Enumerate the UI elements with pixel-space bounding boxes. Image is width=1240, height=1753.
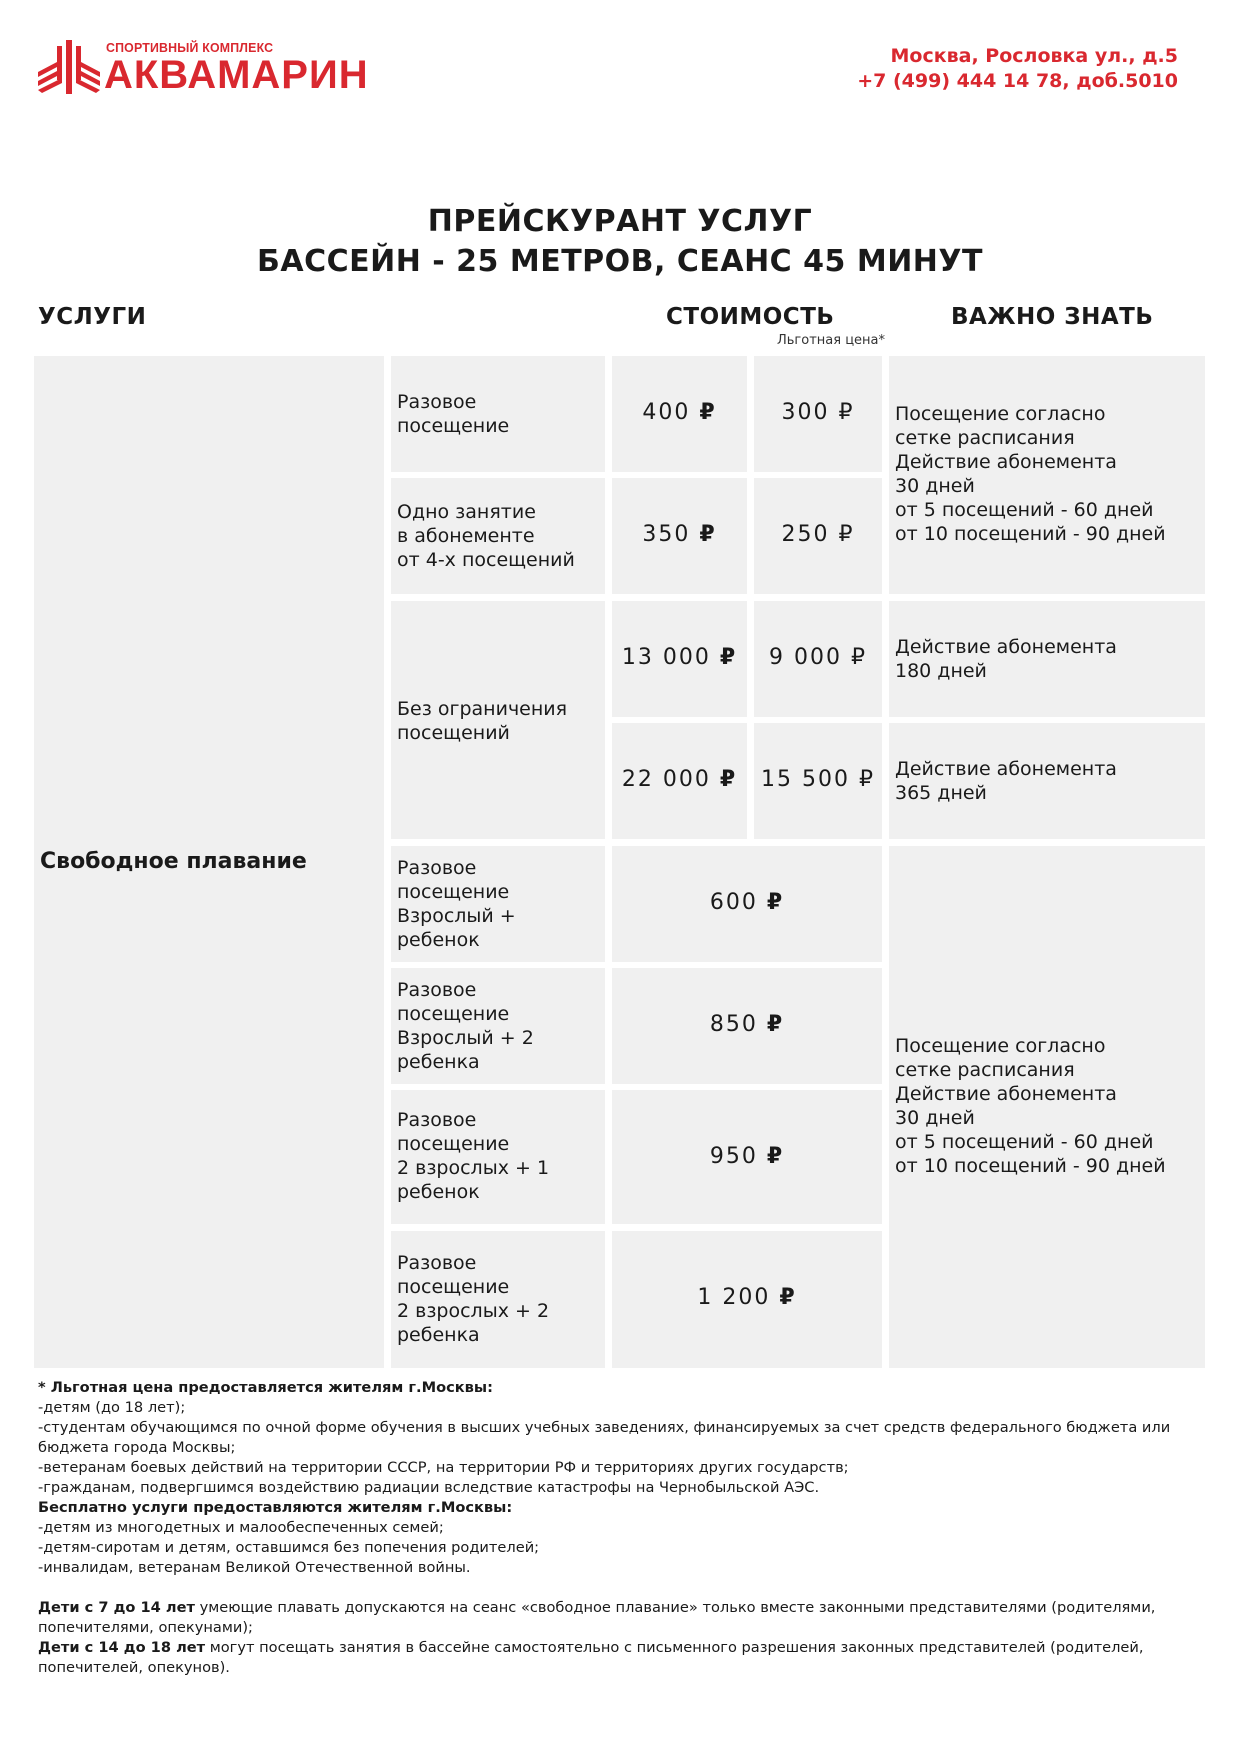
age-rule: Дети с 7 до 14 лет умеющие плавать допускаются на сеанс «свободное плавание» только вместе законными представителями (родителями, попечителями, опекунами); <box>38 1599 1156 1636</box>
contact-block <box>857 44 1178 94</box>
note-text: Посещение согласно сетке расписания Действие абонемента 30 дней от 5 посещений - 60 дней от 10 посещений - 90 дней <box>895 403 1166 545</box>
note-text: Посещение согласно сетке расписания Действие абонемента 30 дней от 5 посещений - 60 дней от 10 посещений - 90 дней <box>895 1035 1166 1177</box>
free-item: -инвалидам, ветеранам Великой Отечественной войны. <box>38 1559 471 1576</box>
table-row <box>391 846 605 962</box>
discount-price-cell <box>754 478 882 594</box>
price: 13 000 ₽ <box>621 645 738 670</box>
note-text: Действие абонемента 365 дней <box>895 758 1117 804</box>
discount-heading: * Льготная цена предоставляется жителям г.Москвы: <box>38 1379 493 1396</box>
note-text: Действие абонемента 180 дней <box>895 636 1117 682</box>
discount-price: 300 ₽ <box>781 400 855 425</box>
free-heading: Бесплатно услуги предоставляются жителям г.Москвы: <box>38 1499 513 1516</box>
service-name: Свободное плавание <box>40 849 307 874</box>
table-row <box>391 356 605 472</box>
table-row <box>391 968 605 1084</box>
price-cell <box>612 1090 882 1224</box>
discount-price-cell <box>754 356 882 472</box>
row-label: Разовое посещение Взрослый + ребенок <box>397 857 516 951</box>
price: 850 ₽ <box>709 1012 785 1037</box>
logo <box>38 40 369 97</box>
important-note <box>889 356 1205 594</box>
logo-subtitle: СПОРТИВНЫЙ КОМПЛЕКС <box>106 40 274 55</box>
address: Москва, Рословка ул., д.5 <box>890 45 1178 67</box>
price: 350 ₽ <box>642 522 717 547</box>
discount-price-cell <box>754 601 882 717</box>
discount-item: -гражданам, подвергшимся воздействию радиации вследствие катастрофы на Чернобыльской АЭС. <box>38 1479 820 1496</box>
footer-notes <box>38 1378 1208 1678</box>
row-label: Разовое посещение <box>397 391 510 437</box>
free-item: -детям-сиротам и детям, оставшимся без попечения родителей; <box>38 1539 540 1556</box>
price: 600 ₽ <box>709 890 785 915</box>
price-cell <box>612 356 747 472</box>
important-note <box>889 723 1205 839</box>
page-subtitle: БАССЕЙН - 25 МЕТРОВ, СЕАНС 45 МИНУТ <box>256 244 983 279</box>
row-label: Разовое посещение Взрослый + 2 ребенка <box>397 979 534 1073</box>
discount-item: -студентам обучающимся по очной форме обучения в высших учебных заведениях, финансируемых за счет средств федерального бюджета или бюджета города Москвы; <box>38 1419 1171 1456</box>
age-rule: Дети с 14 до 18 лет могут посещать занятия в бассейне самостоятельно с письменного разрешения законных представителей (родителей, попечителей, опекунов). <box>38 1639 1144 1676</box>
table-row <box>391 1090 605 1224</box>
table-row <box>391 601 605 839</box>
price-cell <box>612 968 882 1084</box>
discount-price-label: Льготная цена* <box>777 333 886 348</box>
price-cell <box>612 601 747 717</box>
row-label: Разовое посещение 2 взрослых + 1 ребенок <box>397 1109 550 1203</box>
important-note <box>889 601 1205 717</box>
table-row <box>391 1231 605 1368</box>
price-cell <box>612 846 882 962</box>
column-header-services: УСЛУГИ <box>38 304 147 330</box>
price: 1 200 ₽ <box>697 1285 797 1310</box>
table-row <box>391 478 605 594</box>
price: 22 000 ₽ <box>621 767 738 792</box>
row-label: Одно занятие в абонементе от 4-х посещений <box>397 501 575 571</box>
column-header-cost: СТОИМОСТЬ <box>666 304 835 330</box>
free-item: -детям из многодетных и малообеспеченных семей; <box>38 1519 444 1536</box>
row-label: Разовое посещение 2 взрослых + 2 ребенка <box>397 1252 550 1346</box>
discount-item: -детям (до 18 лет); <box>38 1399 186 1416</box>
price: 400 ₽ <box>642 400 717 425</box>
discount-price: 9 000 ₽ <box>769 645 867 670</box>
discount-item: -ветеранам боевых действий на территории СССР, на территории РФ и территориях других государств; <box>38 1459 849 1476</box>
price-cell <box>612 1231 882 1368</box>
row-label: Без ограничения посещений <box>397 698 568 744</box>
phone: +7 (499) 444 14 78, доб.5010 <box>857 70 1178 92</box>
page-title: ПРЕЙСКУРАНТ УСЛУГ <box>427 204 813 239</box>
price-cell <box>612 723 747 839</box>
discount-price: 15 500 ₽ <box>761 767 875 792</box>
logo-name: АКВАМАРИН <box>104 53 369 97</box>
discount-price: 250 ₽ <box>781 522 855 547</box>
price-cell <box>612 478 747 594</box>
column-header-important: ВАЖНО ЗНАТЬ <box>951 304 1154 330</box>
important-note <box>889 846 1205 1368</box>
service-cell <box>34 356 384 1368</box>
logo-emblem-icon <box>38 40 100 94</box>
discount-price-cell <box>754 723 882 839</box>
price: 950 ₽ <box>709 1144 785 1169</box>
